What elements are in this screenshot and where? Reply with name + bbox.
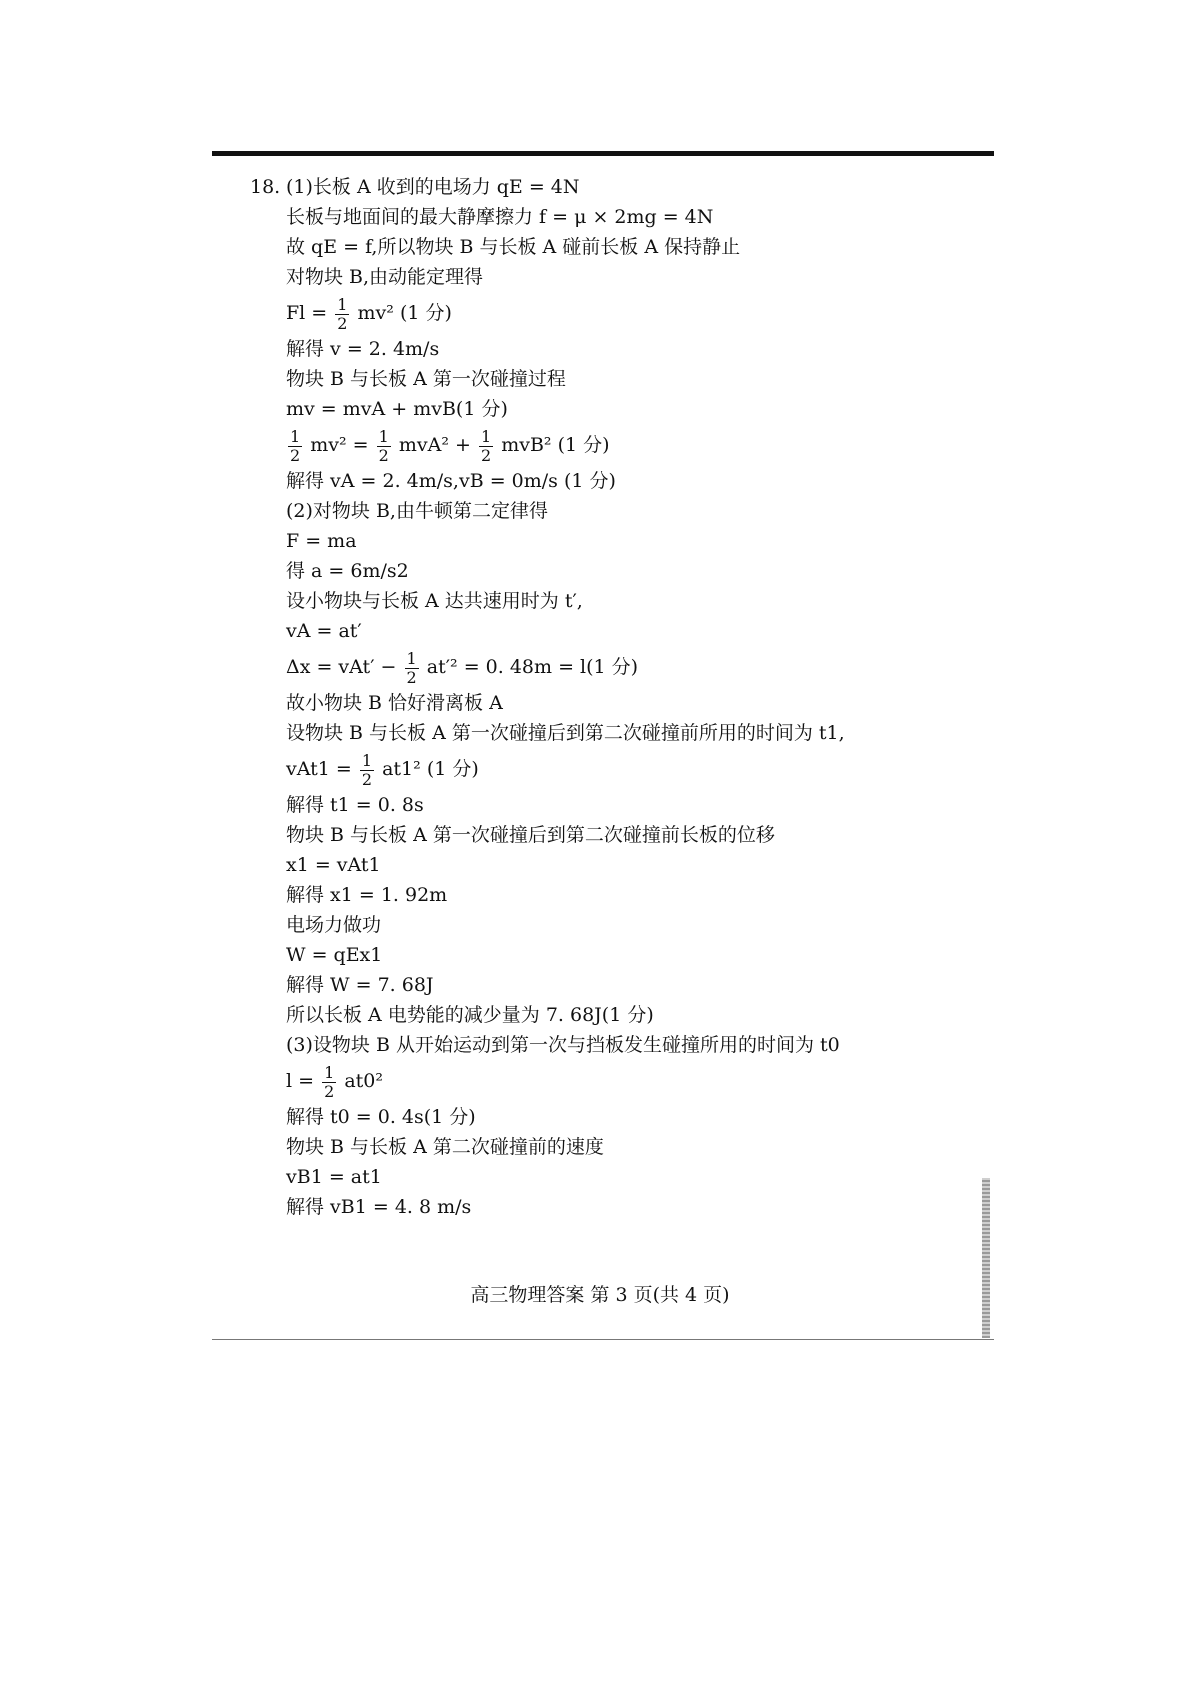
solution-line: 物块 B 与长板 A 第一次碰撞过程 — [286, 368, 566, 390]
fraction — [360, 752, 374, 789]
solution-body — [286, 172, 976, 1222]
fraction-denominator: 2 — [290, 445, 301, 465]
formula-text: mv² — [357, 302, 394, 324]
scan-edge-strip — [982, 1178, 990, 1338]
solution-line: (2)对物块 B,由牛顿第二定律得 — [286, 500, 548, 522]
fraction-numerator: 1 — [324, 1062, 335, 1082]
solution-line: W = qEx1 — [286, 944, 383, 966]
solution-line: 解得 vB1 = 4. 8 m/s — [286, 1196, 472, 1218]
score-note: (1 分) — [399, 302, 452, 324]
solution-line: 设小物块与长板 A 达共速用时为 t′, — [286, 590, 583, 612]
fraction-denominator: 2 — [337, 313, 348, 333]
fraction-denominator: 2 — [324, 1081, 335, 1101]
solution-line: F = ma — [286, 530, 357, 552]
solution-line: 解得 t1 = 0. 8s — [286, 794, 424, 816]
fraction — [322, 1064, 336, 1101]
score-note: (1 分) — [557, 434, 610, 456]
solution-line: 所以长板 A 电势能的减少量为 7. 68J(1 分) — [286, 1004, 654, 1026]
fraction-numerator: 1 — [361, 750, 373, 770]
solution-line: 长板与地面间的最大静摩擦力 f = μ × 2mg = 4N — [286, 206, 714, 228]
formula-time-t1 — [286, 748, 976, 790]
formula-text: mvB² — [501, 434, 552, 456]
score-note: (1 分) — [426, 758, 479, 780]
solution-line: 解得 vA = 2. 4m/s,vB = 0m/s (1 分) — [286, 470, 616, 492]
question-number: 18. — [250, 176, 281, 198]
fraction-denominator: 2 — [361, 769, 373, 789]
fraction-denominator: 2 — [406, 667, 417, 687]
fraction — [288, 428, 302, 465]
fraction-denominator: 2 — [480, 445, 492, 465]
solution-line: (3)设物块 B 从开始运动到第一次与挡板发生碰撞所用的时间为 t0 — [286, 1034, 840, 1056]
fraction-numerator: 1 — [290, 426, 301, 446]
formula-energy-conservation — [286, 424, 976, 466]
fraction — [405, 650, 419, 687]
formula-kinetic-energy — [286, 292, 976, 334]
solution-line: x1 = vAt1 — [286, 854, 381, 876]
solution-line: vB1 = at1 — [286, 1166, 382, 1188]
fraction-numerator: 1 — [406, 648, 417, 668]
solution-line: 解得 v = 2. 4m/s — [286, 338, 440, 360]
fraction-denominator: 2 — [378, 445, 389, 465]
fraction-numerator: 1 — [480, 426, 492, 446]
formula-text: mv² = — [310, 434, 369, 456]
formula-text: vAt1 = — [286, 758, 352, 780]
fraction — [479, 428, 493, 465]
solution-line: 设物块 B 与长板 A 第一次碰撞后到第二次碰撞前所用的时间为 t1, — [286, 722, 845, 744]
solution-line: 物块 B 与长板 A 第二次碰撞前的速度 — [286, 1136, 604, 1158]
solution-line: 得 a = 6m/s2 — [286, 560, 409, 582]
formula-text: mvA² + — [398, 434, 471, 456]
formula-result: = 0. 48m = l(1 分) — [463, 656, 639, 678]
fraction-numerator: 1 — [337, 294, 348, 314]
fraction — [377, 428, 391, 465]
formula-text: Δx = vAt′ − — [286, 656, 397, 678]
solution-line: mv = mvA + mvB(1 分) — [286, 398, 508, 420]
solution-line: 解得 t0 = 0. 4s(1 分) — [286, 1106, 476, 1128]
formula-time-t0 — [286, 1060, 976, 1102]
formula-text: l = — [286, 1070, 315, 1092]
formula-text: at′² — [426, 656, 458, 678]
solution-line: vA = at′ — [286, 620, 362, 642]
top-rule — [212, 151, 994, 156]
solution-line: 故小物块 B 恰好滑离板 A — [286, 692, 503, 714]
solution-line: 物块 B 与长板 A 第一次碰撞后到第二次碰撞前长板的位移 — [286, 824, 775, 846]
solution-line: 对物块 B,由动能定理得 — [286, 266, 484, 288]
formula-text: Fl = — [286, 302, 328, 324]
solution-line: 解得 x1 = 1. 92m — [286, 884, 448, 906]
solution-line: 解得 W = 7. 68J — [286, 974, 434, 996]
fraction-numerator: 1 — [378, 426, 389, 446]
solution-line: (1)长板 A 收到的电场力 qE = 4N — [286, 176, 580, 198]
page-footer: 高三物理答案 第 3 页(共 4 页) — [470, 1284, 730, 1306]
formula-text: at0² — [344, 1070, 383, 1092]
bottom-rule — [212, 1339, 994, 1340]
formula-relative-displacement — [286, 646, 976, 688]
solution-line: 故 qE = f,所以物块 B 与长板 A 碰前长板 A 保持静止 — [286, 236, 741, 258]
solution-line: 电场力做功 — [286, 914, 382, 936]
fraction — [335, 296, 349, 333]
formula-text: at1² — [382, 758, 421, 780]
